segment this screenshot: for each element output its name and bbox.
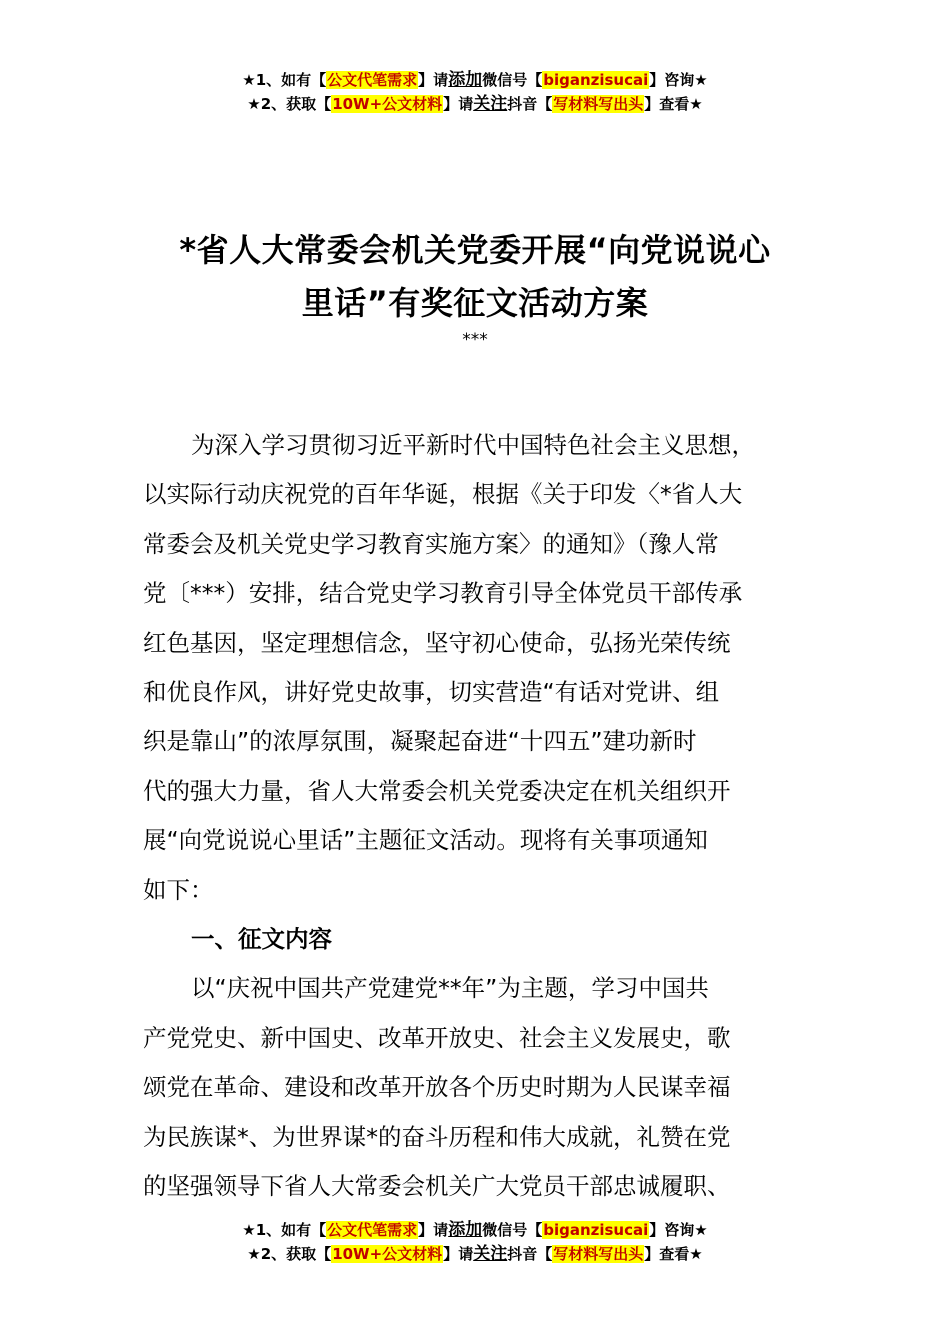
- body-line: 代的强大力量，省人大常委会机关党委决定在机关组织开: [143, 776, 731, 805]
- promo-line-2: ★2、获取【10W+公文材料】请关注抖音【写材料写出头】查看★: [247, 1244, 703, 1264]
- promo-line-1: ★1、如有【公文代笔需求】请添加微信号【biganzisucai】咨询★: [242, 1220, 708, 1240]
- document-title: [0, 224, 950, 330]
- highlight-wechat-id: biganzisucai: [543, 71, 649, 89]
- body-line: 为民族谋*、为世界谋*的奋斗历程和伟大成就，礼赞在党: [143, 1122, 731, 1151]
- document-body: [143, 421, 833, 1212]
- body-line: 党〔***）安排，结合党史学习教育引导全体党员干部传承: [143, 579, 743, 608]
- body-line: 织是靠山”的浓厚氛围，凝聚起奋进“十四五”建功新时: [143, 727, 697, 756]
- promo-banner-top: [0, 68, 950, 116]
- promo-line-2: ★2、获取【10W+公文材料】请关注抖音【写材料写出头】查看★: [247, 94, 703, 114]
- body-line: 如下：: [143, 875, 214, 904]
- promo-line-1: ★1、如有【公文代笔需求】请添加微信号【biganzisucai】咨询★: [242, 70, 708, 90]
- section-heading: 一、征文内容: [191, 925, 332, 954]
- title-line-1: *省人大常委会机关党委开展“向党说说心: [179, 231, 771, 269]
- highlight-service: 公文代笔需求: [327, 1221, 418, 1239]
- body-line: 颂党在革命、建设和改革开放各个历史时期为人民谋幸福: [143, 1073, 731, 1102]
- highlight-douyin-id: 写材料写出头: [553, 1245, 644, 1263]
- highlight-materials: 10W+公文材料: [332, 95, 443, 113]
- body-line: 以“庆祝中国共产党建党**年”为主题，学习中国共: [191, 974, 709, 1003]
- body-line: 以实际行动庆祝党的百年华诞，根据《关于印发〈*省人大: [143, 480, 743, 509]
- author: ***: [462, 330, 488, 350]
- title-line-2: 里话”有奖征文活动方案: [301, 284, 649, 322]
- body-line: 和优良作风，讲好党史故事，切实营造“有话对党讲、组: [143, 678, 720, 707]
- promo-banner-bottom: [0, 1218, 950, 1266]
- body-line: 红色基因，坚定理想信念，坚守初心使命，弘扬光荣传统: [143, 628, 731, 657]
- body-line: 为深入学习贯彻习近平新时代中国特色社会主义思想，: [191, 431, 755, 459]
- body-line: 展“向党说说心里话”主题征文活动。现将有关事项通知: [143, 826, 708, 855]
- highlight-wechat-id: biganzisucai: [543, 1221, 649, 1239]
- highlight-service: 公文代笔需求: [327, 71, 418, 89]
- body-line: 产党党史、新中国史、改革开放史、社会主义发展史，歌: [143, 1023, 731, 1052]
- body-line: 常委会及机关党史学习教育实施方案〉的通知》（豫人常: [143, 529, 719, 558]
- highlight-materials: 10W+公文材料: [332, 1245, 443, 1263]
- body-line: 的坚强领导下省人大常委会机关广大党员干部忠诚履职、: [143, 1172, 731, 1201]
- highlight-douyin-id: 写材料写出头: [553, 95, 644, 113]
